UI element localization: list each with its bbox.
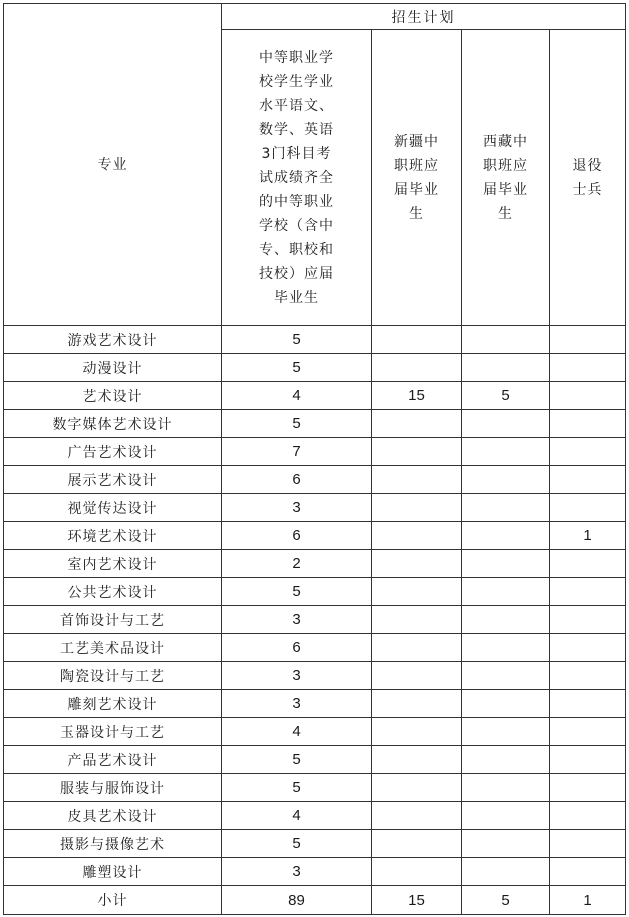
- cell-major: 展示艺术设计: [4, 466, 222, 494]
- cell-c4: [550, 830, 626, 858]
- table-row: [4, 494, 626, 522]
- enrollment-plan-table: [3, 3, 626, 915]
- cell-c3: [462, 774, 550, 802]
- table-body: [4, 326, 626, 915]
- table-row: [4, 662, 626, 690]
- cell-major: 视觉传达设计: [4, 494, 222, 522]
- cell-c1: 2: [222, 550, 372, 578]
- table-row: [4, 606, 626, 634]
- cell-c1: 4: [222, 802, 372, 830]
- cell-major: 动漫设计: [4, 354, 222, 382]
- cell-c2: [372, 410, 462, 438]
- table-row: [4, 718, 626, 746]
- header-col-vocational-students: 中等职业学 校学生学业 水平语文、 数学、英语 3门科目考 试成绩齐全 的中等职业 学校（含中 专、职校和 技校）应届 毕业生: [222, 30, 372, 326]
- cell-c1: 4: [222, 718, 372, 746]
- cell-c2: [372, 326, 462, 354]
- table-row: [4, 830, 626, 858]
- table-row: [4, 802, 626, 830]
- cell-major: 公共艺术设计: [4, 578, 222, 606]
- cell-c3: [462, 830, 550, 858]
- table-row: [4, 746, 626, 774]
- cell-c1: 5: [222, 578, 372, 606]
- cell-c1: 5: [222, 746, 372, 774]
- cell-c3: [462, 802, 550, 830]
- cell-c4: [550, 858, 626, 886]
- cell-c1: 5: [222, 326, 372, 354]
- cell-major: 首饰设计与工艺: [4, 606, 222, 634]
- cell-major: 室内艺术设计: [4, 550, 222, 578]
- cell-c1: 3: [222, 690, 372, 718]
- total-c2: 15: [372, 886, 462, 915]
- cell-c2: [372, 522, 462, 550]
- cell-c4: [550, 382, 626, 410]
- cell-c1: 5: [222, 410, 372, 438]
- cell-major: 陶瓷设计与工艺: [4, 662, 222, 690]
- cell-major: 雕塑设计: [4, 858, 222, 886]
- cell-c1: 3: [222, 494, 372, 522]
- cell-c1: 3: [222, 662, 372, 690]
- cell-c4: [550, 690, 626, 718]
- cell-c4: [550, 410, 626, 438]
- cell-c4: [550, 354, 626, 382]
- cell-c2: [372, 662, 462, 690]
- cell-c3: [462, 522, 550, 550]
- cell-c2: [372, 606, 462, 634]
- table-row: [4, 522, 626, 550]
- cell-c3: [462, 746, 550, 774]
- cell-c3: [462, 858, 550, 886]
- cell-c2: [372, 494, 462, 522]
- cell-c4: [550, 494, 626, 522]
- cell-c2: [372, 858, 462, 886]
- cell-major: 工艺美术品设计: [4, 634, 222, 662]
- cell-c3: [462, 690, 550, 718]
- cell-major: 广告艺术设计: [4, 438, 222, 466]
- cell-c4: [550, 578, 626, 606]
- cell-c2: [372, 774, 462, 802]
- total-c1: 89: [222, 886, 372, 915]
- table-row: [4, 410, 626, 438]
- cell-c2: [372, 718, 462, 746]
- cell-c2: [372, 550, 462, 578]
- header-enrollment-plan: 招生计划: [222, 4, 626, 30]
- enrollment-table-container: [3, 3, 626, 915]
- cell-c2: [372, 354, 462, 382]
- table-row: [4, 858, 626, 886]
- cell-c2: [372, 746, 462, 774]
- cell-c1: 3: [222, 606, 372, 634]
- cell-c4: [550, 326, 626, 354]
- cell-c2: [372, 830, 462, 858]
- table-row: [4, 326, 626, 354]
- cell-c2: [372, 466, 462, 494]
- cell-c3: [462, 438, 550, 466]
- cell-c3: [462, 550, 550, 578]
- cell-major: 摄影与摄像艺术: [4, 830, 222, 858]
- total-c4: 1: [550, 886, 626, 915]
- cell-major: 皮具艺术设计: [4, 802, 222, 830]
- cell-c4: 1: [550, 522, 626, 550]
- table-row: [4, 438, 626, 466]
- table-row: [4, 354, 626, 382]
- cell-c1: 6: [222, 522, 372, 550]
- cell-major: 雕刻艺术设计: [4, 690, 222, 718]
- cell-c2: [372, 578, 462, 606]
- total-row: [4, 886, 626, 915]
- cell-c4: [550, 718, 626, 746]
- cell-major: 环境艺术设计: [4, 522, 222, 550]
- table-row: [4, 550, 626, 578]
- cell-c4: [550, 802, 626, 830]
- header-col-tibet-students: 西藏中 职班应 届毕业 生: [462, 30, 550, 326]
- cell-c3: [462, 606, 550, 634]
- cell-c4: [550, 550, 626, 578]
- table-row: [4, 634, 626, 662]
- cell-c2: [372, 802, 462, 830]
- cell-major: 艺术设计: [4, 382, 222, 410]
- cell-c1: 5: [222, 354, 372, 382]
- cell-c4: [550, 634, 626, 662]
- cell-c1: 6: [222, 466, 372, 494]
- cell-c3: [462, 410, 550, 438]
- cell-c3: [462, 634, 550, 662]
- cell-c4: [550, 606, 626, 634]
- cell-c4: [550, 466, 626, 494]
- cell-c3: [462, 662, 550, 690]
- cell-c1: 6: [222, 634, 372, 662]
- cell-major: 产品艺术设计: [4, 746, 222, 774]
- cell-c1: 3: [222, 858, 372, 886]
- cell-major: 游戏艺术设计: [4, 326, 222, 354]
- table-row: [4, 578, 626, 606]
- cell-c1: 5: [222, 830, 372, 858]
- cell-c3: 5: [462, 382, 550, 410]
- cell-c1: 7: [222, 438, 372, 466]
- table-row: [4, 774, 626, 802]
- cell-c2: 15: [372, 382, 462, 410]
- cell-c4: [550, 746, 626, 774]
- cell-c3: [462, 578, 550, 606]
- table-row: [4, 690, 626, 718]
- cell-c1: 5: [222, 774, 372, 802]
- cell-c4: [550, 774, 626, 802]
- table-row: [4, 466, 626, 494]
- table-row: [4, 382, 626, 410]
- total-c3: 5: [462, 886, 550, 915]
- header-col-xinjiang-students: 新疆中 职班应 届毕业 生: [372, 30, 462, 326]
- cell-c3: [462, 466, 550, 494]
- cell-c2: [372, 690, 462, 718]
- cell-major: 玉器设计与工艺: [4, 718, 222, 746]
- cell-c1: 4: [222, 382, 372, 410]
- cell-c4: [550, 438, 626, 466]
- cell-c3: [462, 718, 550, 746]
- cell-c3: [462, 354, 550, 382]
- cell-major: 服装与服饰设计: [4, 774, 222, 802]
- cell-c2: [372, 438, 462, 466]
- cell-major: 数字媒体艺术设计: [4, 410, 222, 438]
- cell-c3: [462, 326, 550, 354]
- cell-c4: [550, 662, 626, 690]
- cell-c2: [372, 634, 462, 662]
- total-label: 小计: [4, 886, 222, 915]
- header-col-veterans: 退役 士兵: [550, 30, 626, 326]
- cell-c3: [462, 494, 550, 522]
- header-major: 专业: [4, 4, 222, 326]
